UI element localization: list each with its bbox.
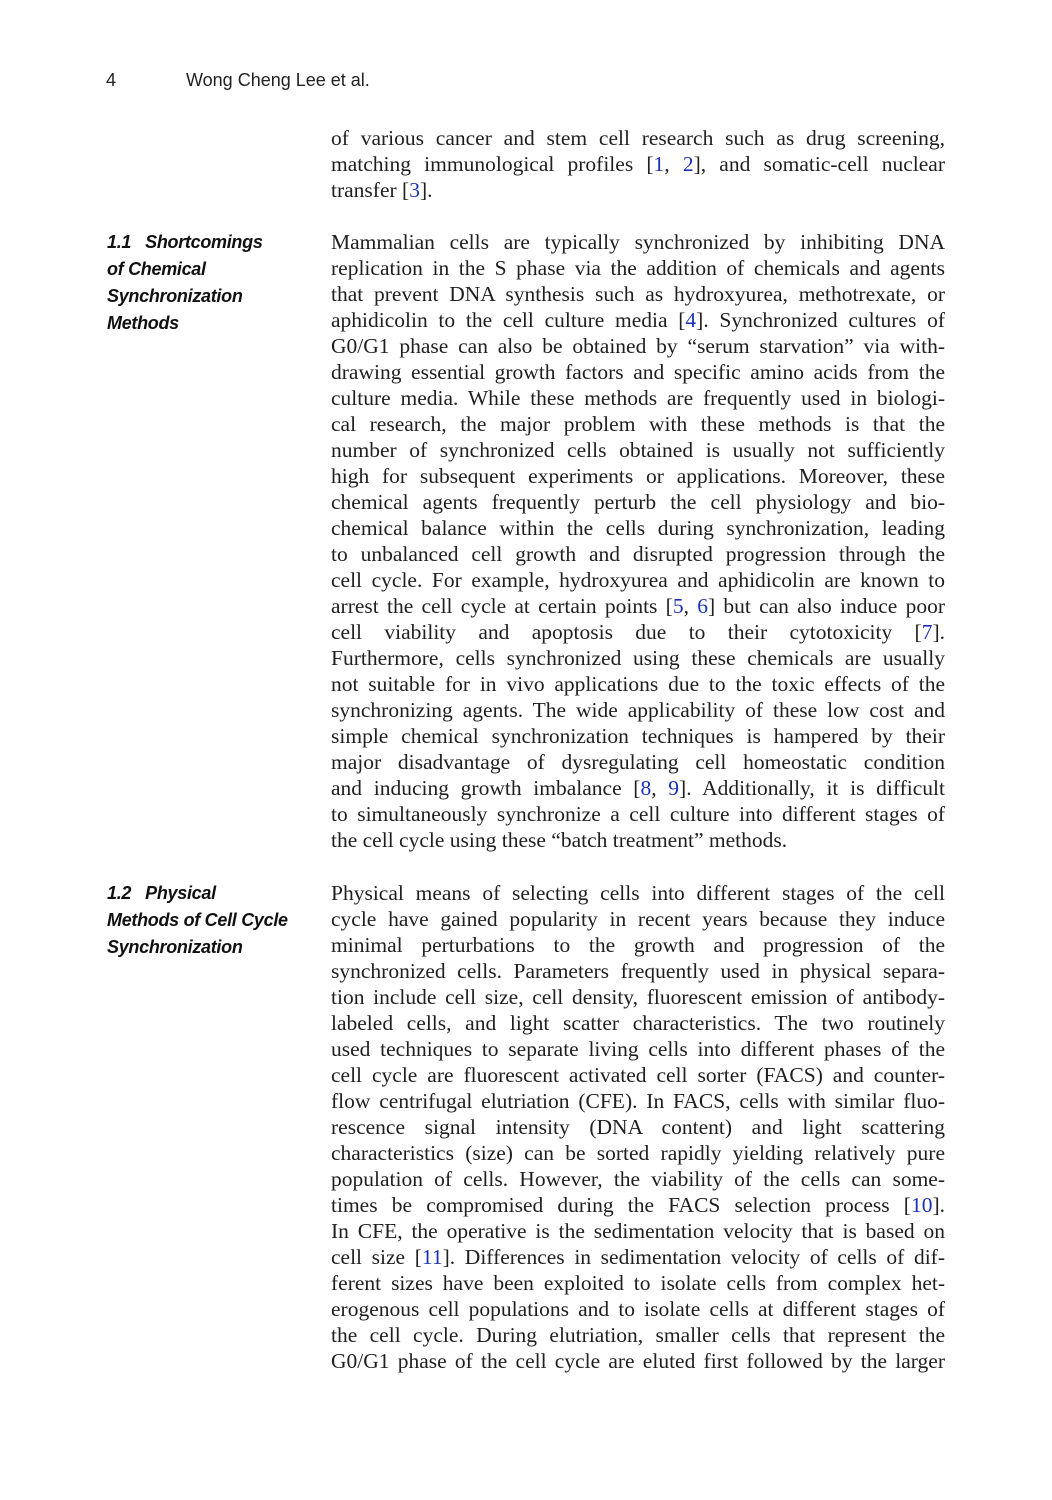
section-title-line: Physical <box>145 883 216 903</box>
page-number: 4 <box>106 70 117 90</box>
text-line: drawing essential growth factors and specific amino acids from the <box>331 360 945 384</box>
text-line: population of cells. However, the viability of the cells can some- <box>331 1167 945 1191</box>
citation-link[interactable]: 2 <box>682 152 694 176</box>
text-line: aphidicolin to the cell culture media [4]. Synchronized cultures of <box>331 308 945 332</box>
citation-link[interactable]: 1 <box>653 152 665 176</box>
text-line: replication in the S phase via the addition of chemicals and agents <box>331 256 945 280</box>
citation-link[interactable]: 8 <box>640 776 652 800</box>
citation-link[interactable]: 4 <box>685 308 697 332</box>
text-line: times be compromised during the FACS selection process [10]. <box>331 1193 945 1217</box>
section-1-2-heading <box>107 880 307 961</box>
citation-link[interactable]: 9 <box>668 776 680 800</box>
text-line: cell cycle. For example, hydroxyurea and aphidicolin are known to <box>331 568 945 592</box>
citation-link[interactable]: 5 <box>672 594 684 618</box>
text-line: chemical balance within the cells during synchronization, leading <box>331 516 945 540</box>
text-line: number of synchronized cells obtained is usually not sufficiently <box>331 438 945 462</box>
text-line: high for subsequent experiments or applications. Moreover, these <box>331 464 945 488</box>
text-line: rescence signal intensity (DNA content) and light scattering <box>331 1115 945 1139</box>
section-title-line: of Chemical <box>107 259 206 279</box>
text-line: that prevent DNA synthesis such as hydroxyurea, methotrexate, or <box>331 282 945 306</box>
text-line: cycle have gained popularity in recent years because they induce <box>331 907 945 931</box>
text-line: arrest the cell cycle at certain points [5, 6] but can also induce poor <box>331 594 945 618</box>
citation-link[interactable]: 7 <box>921 620 933 644</box>
text-line: In CFE, the operative is the sedimentation velocity that is based on <box>331 1219 945 1243</box>
text-line: Physical means of selecting cells into different stages of the cell <box>331 881 945 905</box>
text-line: flow centrifugal elutriation (CFE). In FACS, cells with similar fluo- <box>331 1089 945 1113</box>
text-line: Furthermore, cells synchronized using these chemicals are usually <box>331 646 945 670</box>
text-line: cell cycle are fluorescent activated cell sorter (FACS) and counter- <box>331 1063 945 1087</box>
text-line: ferent sizes have been exploited to isolate cells from complex het- <box>331 1271 945 1295</box>
text-line: cell size [11]. Differences in sedimentation velocity of cells of dif- <box>331 1245 945 1269</box>
text-line: used techniques to separate living cells into different phases of the <box>331 1037 945 1061</box>
text-line: labeled cells, and light scatter characteristics. The two routinely <box>331 1011 945 1035</box>
text-line: not suitable for in vivo applications due to the toxic effects of the <box>331 672 945 696</box>
text-line: the cell cycle using these “batch treatment” methods. <box>331 828 788 852</box>
text-line: transfer [3]. <box>331 178 433 202</box>
text-line: minimal perturbations to the growth and progression of the <box>331 933 945 957</box>
section-1-2-body <box>331 880 945 1374</box>
text-line: G0/G1 phase can also be obtained by “serum starvation” via with- <box>331 334 945 358</box>
text-line: to unbalanced cell growth and disrupted progression through the <box>331 542 945 566</box>
section-title-line: Methods <box>107 313 179 333</box>
text-line: characteristics (size) can be sorted rapidly yielding relatively pure <box>331 1141 945 1165</box>
citation-link[interactable]: 10 <box>910 1193 933 1217</box>
section-1-1-body <box>331 229 945 853</box>
text-line: chemical agents frequently perturb the cell physiology and bio- <box>331 490 945 514</box>
section-title-line: Methods of Cell Cycle <box>107 910 288 930</box>
text-line: the cell cycle. During elutriation, smaller cells that represent the <box>331 1323 945 1347</box>
running-header <box>106 70 370 91</box>
text-line: culture media. While these methods are frequently used in biologi- <box>331 386 945 410</box>
section-title-line: Synchronization <box>107 286 243 306</box>
section-number: 1.1 <box>107 232 132 252</box>
text-line: cell viability and apoptosis due to their cytotoxicity [7]. <box>331 620 945 644</box>
text-line: to simultaneously synchronize a cell culture into different stages of <box>331 802 945 826</box>
text-line: simple chemical synchronization techniques is hampered by their <box>331 724 945 748</box>
citation-link[interactable]: 11 <box>421 1245 443 1269</box>
text-line: Mammalian cells are typically synchronized by inhibiting DNA <box>331 230 945 254</box>
text-line: G0/G1 phase of the cell cycle are eluted first followed by the larger <box>331 1349 945 1373</box>
section-number: 1.2 <box>107 883 132 903</box>
citation-link[interactable]: 3 <box>409 178 420 202</box>
text-line: of various cancer and stem cell research such as drug screening, <box>331 126 945 150</box>
running-authors: Wong Cheng Lee et al. <box>186 70 370 90</box>
text-line: synchronizing agents. The wide applicability of these low cost and <box>331 698 945 722</box>
text-line: erogenous cell populations and to isolate cells at different stages of <box>331 1297 945 1321</box>
text-line: synchronized cells. Parameters frequently used in physical separa- <box>331 959 945 983</box>
section-title-line: Shortcomings <box>145 232 263 252</box>
text-line: and inducing growth imbalance [8, 9]. Additionally, it is difficult <box>331 776 945 800</box>
section-title-line: Synchronization <box>107 937 243 957</box>
text-line: matching immunological profiles [1, 2], and somatic-cell nuclear <box>331 152 945 176</box>
section-1-1-heading <box>107 229 307 337</box>
text-line: tion include cell size, cell density, fluorescent emission of antibody- <box>331 985 945 1009</box>
text-line: cal research, the major problem with these methods is that the <box>331 412 945 436</box>
citation-link[interactable]: 6 <box>697 594 708 618</box>
intro-paragraph <box>331 125 945 203</box>
text-line: major disadvantage of dysregulating cell homeostatic condition <box>331 750 945 774</box>
